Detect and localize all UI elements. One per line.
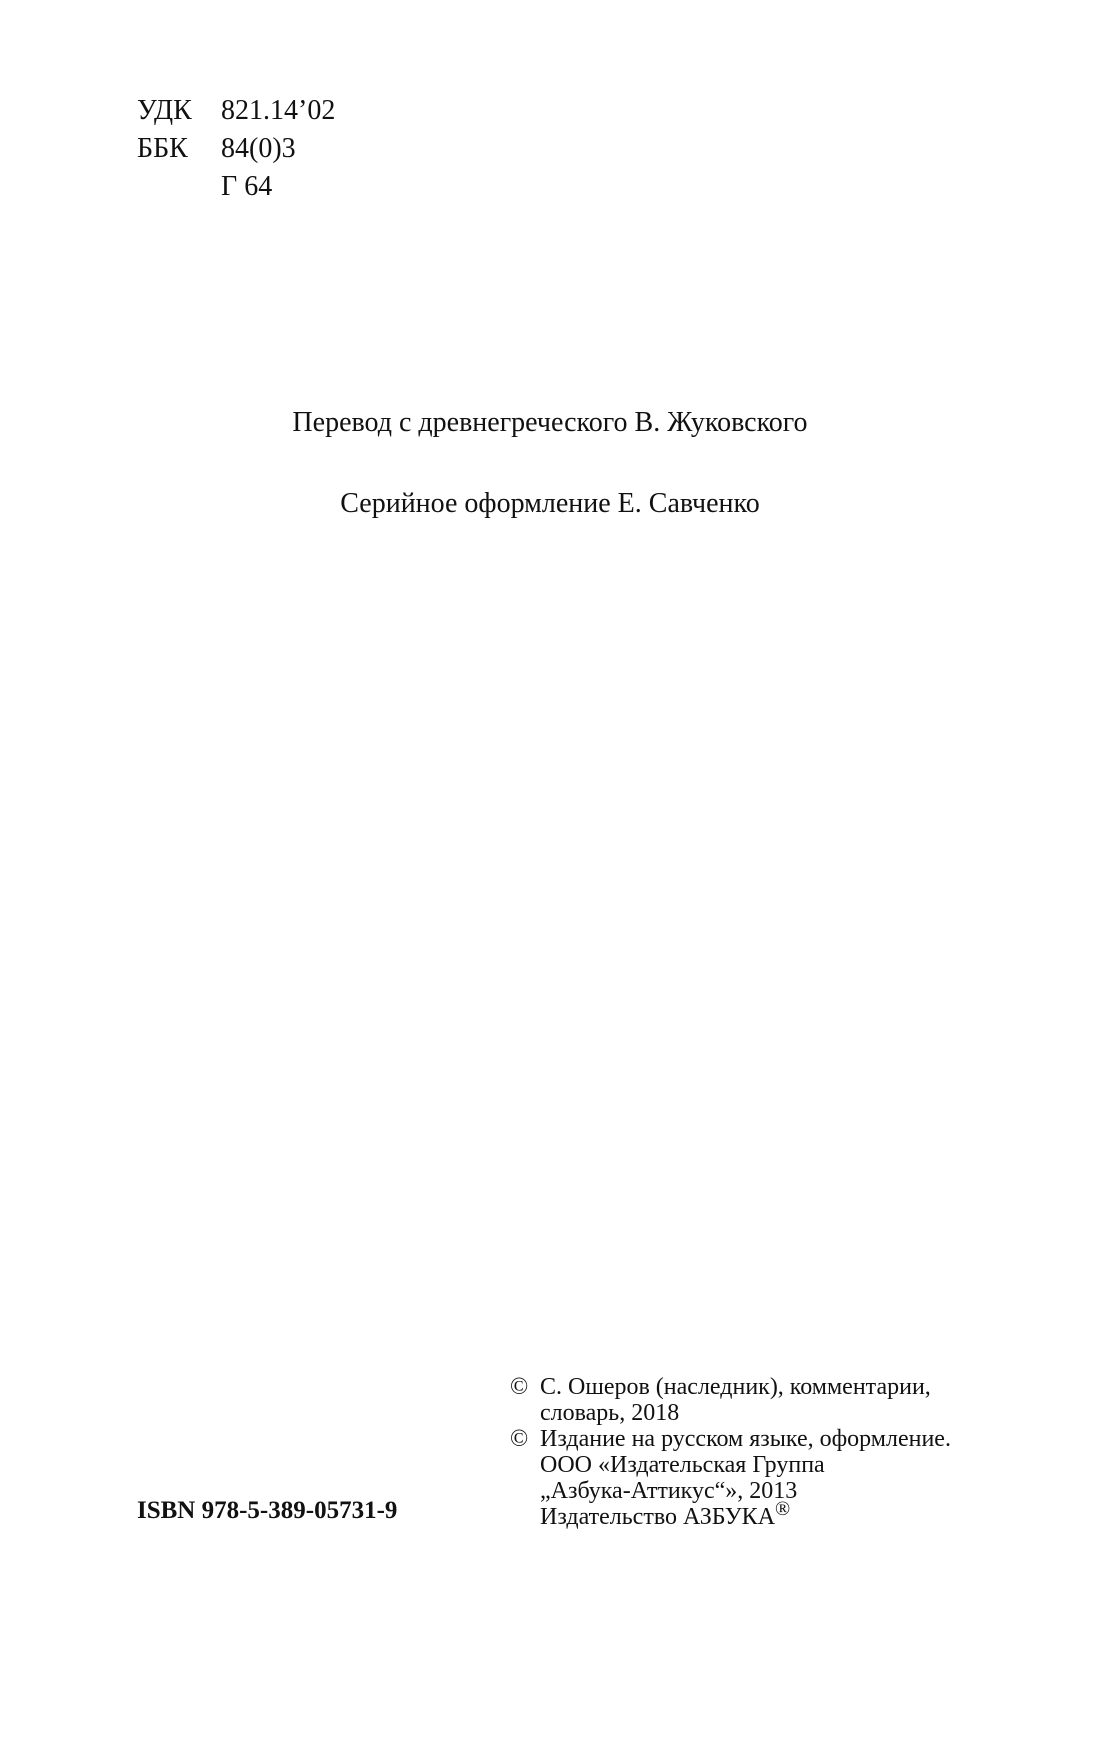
publisher-line — [540, 1498, 951, 1530]
udk-value: 821.14’02 — [221, 95, 336, 126]
copyright-entry-commentary — [510, 1374, 980, 1426]
copyright-entry-edition — [510, 1426, 980, 1530]
copyright-sign: © — [510, 1374, 529, 1400]
bbk-row — [137, 130, 335, 168]
author-mark-row — [137, 168, 335, 206]
copyright-block — [510, 1374, 980, 1530]
copyright-line: С. Ошеров (наследник), комментарии, — [540, 1374, 931, 1400]
author-mark: Г 64 — [221, 171, 273, 202]
translation-credit: Перевод с древнегреческого В. Жуковского — [292, 407, 808, 438]
copyright-line: словарь, 2018 — [540, 1400, 680, 1426]
classification-codes — [137, 92, 335, 206]
udk-label: УДК — [137, 95, 192, 126]
series-design-credit: Серийное оформление Е. Савченко — [340, 488, 760, 519]
registered-trademark-icon: ® — [775, 1498, 791, 1520]
publisher-name: Издательство АЗБУКА — [540, 1504, 776, 1530]
copyright-line: Издание на русском языке, оформление. — [540, 1426, 951, 1452]
copyright-sign: © — [510, 1426, 529, 1452]
bbk-label: ББК — [137, 133, 188, 164]
bbk-value: 84(0)3 — [221, 133, 296, 164]
udk-row — [137, 92, 335, 130]
copyright-line: „Азбука-Аттикус“», 2013 — [540, 1478, 798, 1504]
copyright-line: ООО «Издательская Группа — [540, 1452, 825, 1478]
isbn: ISBN 978-5-389-05731-9 — [137, 1497, 398, 1524]
